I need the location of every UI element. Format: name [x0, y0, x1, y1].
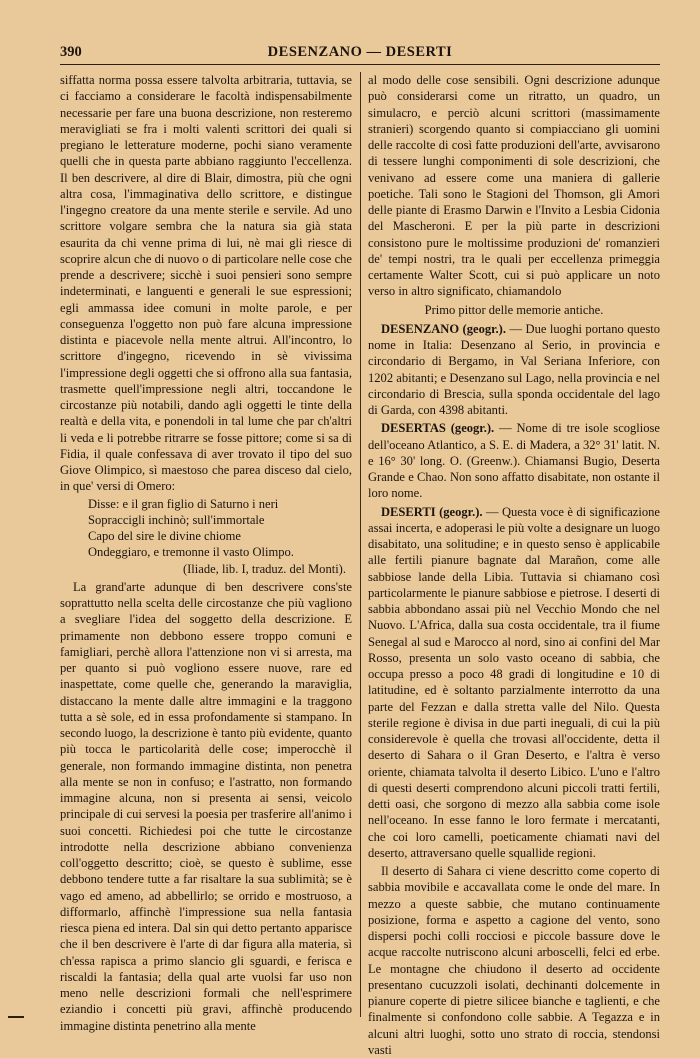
verse-source: (Iliade, lib. I, traduz. del Monti). — [182, 561, 346, 576]
page-number: 390 — [60, 44, 82, 60]
verse-line: Capo del sire le divine chiome — [88, 529, 241, 543]
paragraph-sahara: Il deserto di Sahara ci viene descritto come coperto di sabbia movibile e accavallata come le onde del mare. In mezzo a queste sabbie, che mutano continuamente posizione, forma e aspetto a cagione del vento, sono dispersi pochi colli rocciosi e piccole bassure dove le acque raccolte nutriscono alcuni arboscelli, felci ed erbe. Le montagne che chiudono il deserto ad occidente presentano cucuzzoli isolati, dechinanti dolcemente in pianure coperte di pietre silicee bianche e taglienti, e che finalmente si confondono colle sabbie. A Tegazza e in alcuni altri luoghi, sotto uno strato di roccia, stendonsi vasti — [368, 864, 660, 1057]
entry-body: — Nome di tre isole scogliose dell'oceano Atlantico, a S. E. di Madera, a 32° 31' latit. N. e 16° 30' long. O. (Greenw.). Chiamansi Bugio, Deserta Grande e Chao. Non sono affatto disabitate, non ostante il loro nome. — [368, 421, 661, 501]
paragraph: La grand'arte adunque di ben descrivere cons'ste soprattutto nella scelta delle circostanze che più vagliono a svegliare l'idea del soggetto della descrizione. E primamente non debbono essere troppo comuni e famigliari, perchè allora l'attenzione non vi si arresta, ma per quanto si può vogliono essere nuove, rare ed inaspettate, come quelle che, generando la maraviglia, distaccano la mente dalle altre immagini e la traggono tutta a sè sole, ed in essa profondamente si stampano. In secondo luogo, la descrizione è tanto più evidente, quanto più tocca le particolarità delle cose; imperocchè il generale, non formando immagine distinta, non penetra alla mente se non in confuso; e l'astratto, non formando immagine alcuna, non si presenta ai sensi, veicolo principale di cui servesi la poesia per trasferire all'animo i suoi concetti. Richiedesi poi che tutte le circostanze introdotte nella descrizione abbiano convenienza coll'oggetto descritto; cioè, se questo è sublime, esse debbono tendere tutte a far risaltare la sua sublimità; se è vago ed ameno, ad abbellirlo; se orrido e mostruoso, a difformarlo, affinchè l'impressione sua nella fantasia riesca piena ed intera. Dal sin qui detto pertanto apparisce che il ben descrivere è l'arte di dar figura alla materia, sì ch'essa rapisca a primo slancio gli sguardi, e ferisca e riscaldi la fantasia; della qual arte vuolsi far uso non meno nelle descrizioni formali che nell'esprimere eziandio i concetti più gravi, affinchè producendo immagine distinta penetrino alla mente — [60, 579, 352, 1033]
paragraph-continued: al modo delle cose sensibili. Ogni descrizione adunque può considerarsi come un ritratto, un quadro, un simulacro, e perciò alcuni scrittori (massimamente stranieri) scorgendo quanto si compiacciano gli uomini delle raccolte di così fatte produzioni dell'arte, avvisarono di tessere lunghi componimenti di sole descrizioni, che venivano ad essere come una maniera di gallerie poetiche. Tali sono le Stagioni del Thomson, gli Amori delle piante di Erasmo Darwin e l'Invito a Lesbia Cidonia del Mascheroni. E per la più parte in descrizioni consistono pure le moltissime produzioni de' romanzieri de' tempi nostri, tra le quali per eccellenza primeggia certamente Walter Scott, cui si può applicare un noto verso in altro significato, chiamandolo — [368, 73, 660, 299]
entry-desenzano — [368, 321, 660, 419]
header-rule — [60, 64, 660, 65]
column-divider — [360, 72, 361, 1017]
entry-body: — Questa voce è di significazione assai incerta, e adoperasi le più volte a designare un luogo disabitato, una solitudine; e in questo senso è applicabile alle fertili pianure bagnate dal Marañon, come alle sabbiose lande della Libia. Tuttavia si chiamano così particolarmente le pianure sabbiose e pietrose. I deserti di sabbia abbondano assai più nel Vecchio Mondo che nel Nuovo. L'Africa, dalla sua costa occidentale, tra il fiume Senegal al sud e Marocco al nord, sino ai confini del Mar Rosso, presenta un solo vasto oceano di sabbia, che occupa presso a poco 48 gradi di longitudine e 10 di latitudine, ed è soltanto parzialmente interrotto da una parte del Fezzan e dalla stretta valle del Nilo. Questa sterile regione è divisa in due parti ineguali, di cui la più considerevole è quella che trovasi all'occidente, detta il deserto di Sahara o il Gran Deserto, e l'altra è verso oriente, chiamata talvolta il deserto Libico. L'uno e l'altro di questi deserti comprendono alcuni piccoli tratti fertili, detti oasi, che sorgono di mezzo alla sabbia come isole nell'oceano. In esse fanno le loro fermate i mercatanti, che coi loro camelli, poeticamente chiamati navi del deserto, attraversano quelle squallide regioni. — [368, 504, 660, 860]
entry-deserti — [368, 504, 660, 862]
entry-headword: DESERTAS (geogr.). — [381, 421, 495, 436]
entry-body: — Due luoghi portano questo nome in Italia: Desenzano al Serio, in provincia e circondario di Bergamo, in Val Seriana Inferiore, con 1202 abitanti; e Desenzano sul Lago, nella provincia e nel circondario di Brescia, sulla sponda occidentale del lago di Garda, con 4398 abitanti. — [368, 321, 660, 417]
verse-quotation — [88, 496, 352, 577]
entry-headword: DESENZANO (geogr.). — [381, 321, 506, 336]
entry-headword: DESERTI (geogr.). — [381, 504, 483, 519]
right-column — [368, 72, 661, 1057]
running-title: DESENZANO — DESERTI — [267, 44, 453, 60]
left-column — [60, 72, 352, 1033]
verse-line: Ondeggiaro, e tremonne il vasto Olimpo. — [88, 545, 294, 560]
verse-quotation: Primo pittor delle memorie antiche. — [424, 302, 604, 317]
entry-desertas — [368, 420, 660, 501]
paragraph-continued: siffatta norma possa essere talvolta arbitraria, tuttavia, se ci facciamo a considerare le facoltà indispensabilmente necessarie per fare una buona descrizione, non resteremo meravigliati se fra i molti valenti scrittori dei quali si pregiano le letterature moderne, pochi siano veramente quelli che in questa parte abbiano raggiunto l'eccellenza. Il ben descrivere, al dire di Blair, dimostra, più che ogni altra cosa, l'immaginativa dello scrittore, e distingue l'ingegno creatore da una mente sterile e servile. Ad uno scrittore volgare sembra che la natura sia già stata esaurita da chi venne prima di lui, nè mai gli riesce di scoprire alcun che di nuovo o di particolare nelle cose che prende a descrivere; sicchè i suoi pensieri sono sempre indeterminati, e languenti e generali le sue espressioni; egli ammassa idee comuni in molte parole, e per conseguenza l'oggetto non può fare alcuna impressione distinta e piacevole nella mente altrui. All'incontro, lo scrittore d'ingegno, ricevendo in sè vivissima l'impressione degli oggetti che si offrono alla sua fantasia, trasmette quell'impressione negli altri, toccandone le circostanze più notabili, dando agli oggetti le tinte della realtà e della vita, e ponendoli in tal lume che par ch'altri li veda e li potrebbe ritrarre se fosse pittore; come si sa di Fidia, il quale confessava di aver trovato il tipo del suo Giove Olimpico, sì maestoso che parea disceso dal cielo, in que' versi di Omero: — [60, 73, 352, 494]
page-header — [60, 44, 660, 64]
verse-line: Disse: e il gran figlio di Saturno i neri — [88, 496, 279, 511]
page-corner-mark — [8, 1016, 24, 1018]
verse-line: Sopraccigli inchinò; sull'immortale — [88, 512, 265, 527]
